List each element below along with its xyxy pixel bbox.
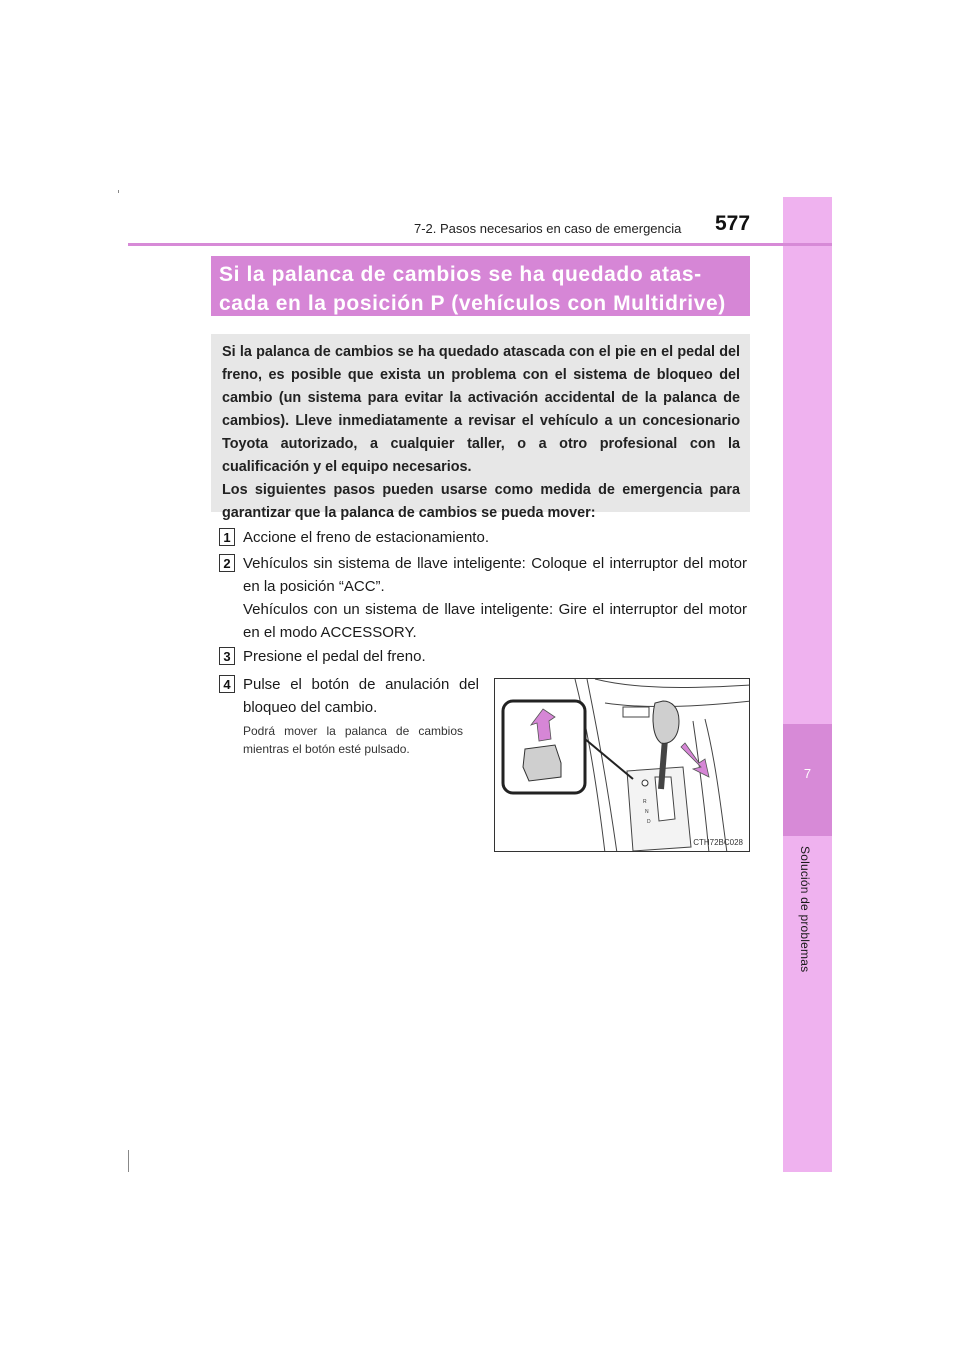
step-note-4: Podrá mover la palanca de cambios mientras el botón esté pulsado.	[243, 724, 463, 756]
step-text-2: Vehículos sin sistema de llave inteligente: Coloque el interruptor del motor en la posición “ACC”.	[243, 555, 747, 595]
shift-lock-figure	[494, 678, 750, 852]
step-text-2b: Vehículos con un sistema de llave inteligente: Gire el interruptor del motor en el modo ACCESSORY.	[243, 601, 747, 641]
step-text-4: Pulse el botón de anulación del bloqueo del cambio.	[243, 676, 479, 716]
step-number-2: 2	[219, 554, 235, 572]
svg-text:D: D	[647, 819, 651, 825]
section-title-line-1: Si la palanca de cambios se ha quedado atas-	[219, 263, 702, 286]
crop-mark	[118, 190, 119, 193]
intro-box	[211, 334, 750, 521]
shift-lock-illustration	[495, 679, 750, 852]
crop-mark	[128, 1150, 129, 1172]
running-head: 7-2. Pasos necesarios en caso de emergencia	[414, 221, 682, 236]
section-title-line-2: cada en la posición P (vehículos con Multidrive)	[219, 292, 726, 315]
chapter-title: Solución de problemas	[798, 846, 812, 973]
intro-paragraph-2: Los siguientes pasos pueden usarse como medida de emergencia para garantizar que la palanca de cambios se pueda mover:	[222, 482, 740, 521]
step-text-1: Accione el freno de estacionamiento.	[243, 529, 489, 546]
section-title	[211, 256, 750, 316]
chapter-side-tab	[783, 197, 832, 1172]
chapter-number: 7	[783, 724, 832, 836]
page-number: 577	[715, 212, 751, 235]
step-text-3: Presione el pedal del freno.	[243, 648, 426, 665]
svg-text:R: R	[643, 799, 647, 805]
svg-text:N: N	[645, 809, 649, 815]
intro-paragraph-1: Si la palanca de cambios se ha quedado atascada con el pie en el pedal del freno, es posible que exista un problema con el sistema de bloqueo del cambio (un sistema para evitar la activación accidental de la palanca de cambios). Lleve inmediatamente a revisar el vehículo a un concesionario Toyota autorizado, a cualquier taller, o a otro profesional con la cualificación y el equipo necesarios.	[222, 344, 740, 475]
step-number-3: 3	[219, 647, 235, 665]
step-number-4: 4	[219, 675, 235, 693]
figure-code: CTH72BC028	[693, 838, 743, 847]
header-rule	[128, 243, 832, 246]
step-number-1: 1	[219, 528, 235, 546]
